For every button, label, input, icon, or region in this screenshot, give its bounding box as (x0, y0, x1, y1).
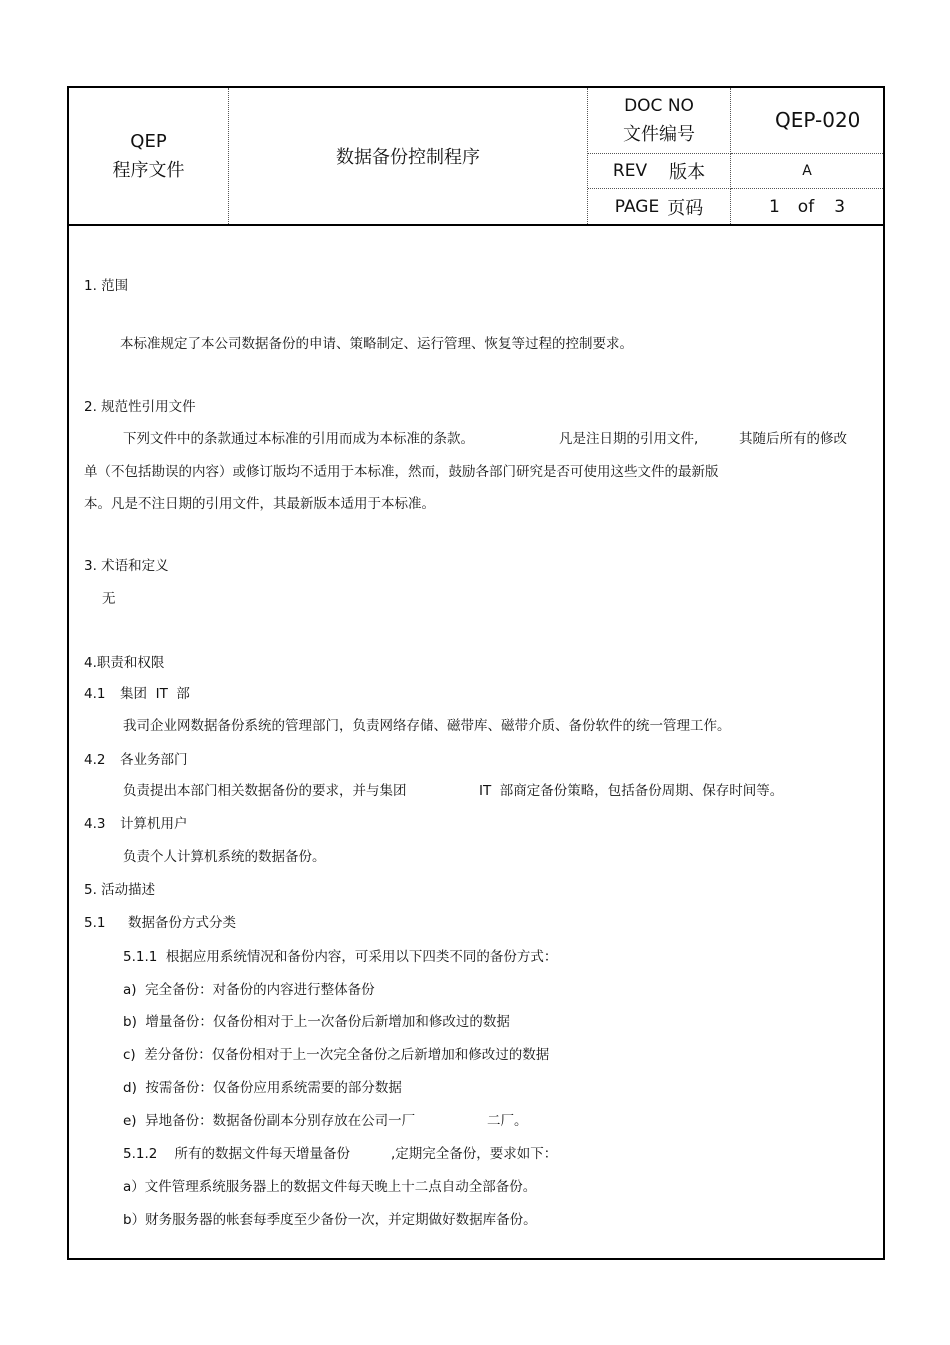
list-item-b: b) 增量备份：仅备份相对于上一次备份后新增加和修改过的数据 (123, 1014, 510, 1030)
section-5-title: 5. 活动描述 (84, 882, 156, 898)
rev-value: A (802, 163, 812, 179)
docno-label-cell (588, 88, 731, 154)
section-4-1-paragraph: 我司企业网数据备份系统的管理部门，负责网络存储、磁带库、磁带介质、备份软件的统一管理工作。 (123, 718, 731, 734)
page-value-cell (731, 189, 883, 224)
page-of: of (797, 196, 815, 217)
section-2-line2: 单（不包括勘误的内容）或修订版均不适用于本标准，然而，鼓励各部门研究是否可使用这些文件的最新版 (84, 464, 719, 480)
section-2-title: 2. 规范性引用文件 (84, 399, 196, 415)
rev-label-cn: 版本 (669, 162, 706, 183)
section-4-1-title: 集团 IT 部 (120, 686, 190, 702)
section-4-2-paragraph-b: IT 部商定备份策略，包括备份周期、保存时间等。 (479, 783, 784, 799)
page-current: 1 (768, 196, 780, 217)
section-1-title: 1. 范围 (84, 278, 129, 294)
section-4-title: 4.职责和权限 (84, 655, 165, 671)
section-4-3-paragraph: 负责个人计算机系统的数据备份。 (123, 849, 326, 865)
section-2-line1c: 其随后所有的修改 (739, 431, 847, 447)
section-4-2-paragraph-a: 负责提出本部门相关数据备份的要求，并与集团 (123, 783, 407, 799)
page-label-cell (588, 189, 731, 224)
section-4-3-number: 4.3 (84, 816, 106, 832)
list-item-c: c) 差分备份：仅备份相对于上一次完全备份之后新增加和修改过的数据 (123, 1047, 550, 1063)
section-5-1-2-part2: ,定期完全备份，要求如下： (391, 1146, 558, 1162)
company-name: QEP (130, 130, 167, 152)
section-2-line1a: 下列文件中的条款通过本标准的引用而成为本标准的条款。 (123, 431, 474, 447)
docno-value-cell (731, 88, 883, 154)
section-5-1-number: 5.1 (84, 915, 106, 931)
list-item-a: a) 完全备份：对备份的内容进行整体备份 (123, 982, 375, 998)
doc-type: 程序文件 (112, 159, 185, 181)
requirement-b: b）财务服务器的帐套每季度至少备份一次，并定期做好数据库备份。 (123, 1212, 537, 1228)
page-label-en: PAGE (614, 196, 660, 217)
rev-label-cell (588, 154, 731, 189)
section-4-3-title: 计算机用户 (120, 816, 188, 832)
rev-label-en: REV (612, 161, 648, 181)
docno-value: QEP-020 (775, 108, 861, 132)
list-item-d: d) 按需备份：仅备份应用系统需要的部分数据 (123, 1080, 402, 1096)
company-cell (69, 88, 229, 224)
section-4-1-number: 4.1 (84, 686, 106, 702)
section-5-1-title: 数据备份方式分类 (128, 915, 236, 931)
page-label-cn: 页码 (667, 197, 704, 219)
section-3-title: 3. 术语和定义 (84, 558, 169, 574)
requirement-a: a）文件管理系统服务器上的数据文件每天晚上十二点自动全部备份。 (123, 1179, 537, 1195)
page-total: 3 (834, 196, 846, 217)
rev-value-cell (731, 154, 883, 189)
document-title: 数据备份控制程序 (336, 147, 480, 168)
list-item-e-part2: 二厂。 (487, 1113, 528, 1129)
section-1-paragraph: 本标准规定了本公司数据备份的申请、策略制定、运行管理、恢复等过程的控制要求。 (120, 336, 633, 352)
title-cell (229, 88, 588, 224)
section-5-1-1: 5.1.1 根据应用系统情况和备份内容，可采用以下四类不同的备份方式： (123, 949, 558, 965)
docno-label-cn: 文件编号 (623, 123, 695, 145)
section-5-1-2-part1: 5.1.2 所有的数据文件每天增量备份 (123, 1146, 351, 1162)
section-4-2-title: 各业务部门 (120, 752, 188, 768)
section-2-line1b: 凡是注日期的引用文件, (559, 431, 699, 447)
list-item-e-part1: e) 异地备份：数据备份副本分别存放在公司一厂 (123, 1113, 416, 1129)
docno-label-en: DOC NO (624, 95, 694, 116)
section-3-paragraph: 无 (102, 591, 116, 607)
document-header (69, 88, 883, 226)
document-frame (67, 86, 885, 1260)
section-2-line3: 本。凡是不注日期的引用文件，其最新版本适用于本标准。 (84, 496, 435, 512)
section-4-2-number: 4.2 (84, 752, 106, 768)
